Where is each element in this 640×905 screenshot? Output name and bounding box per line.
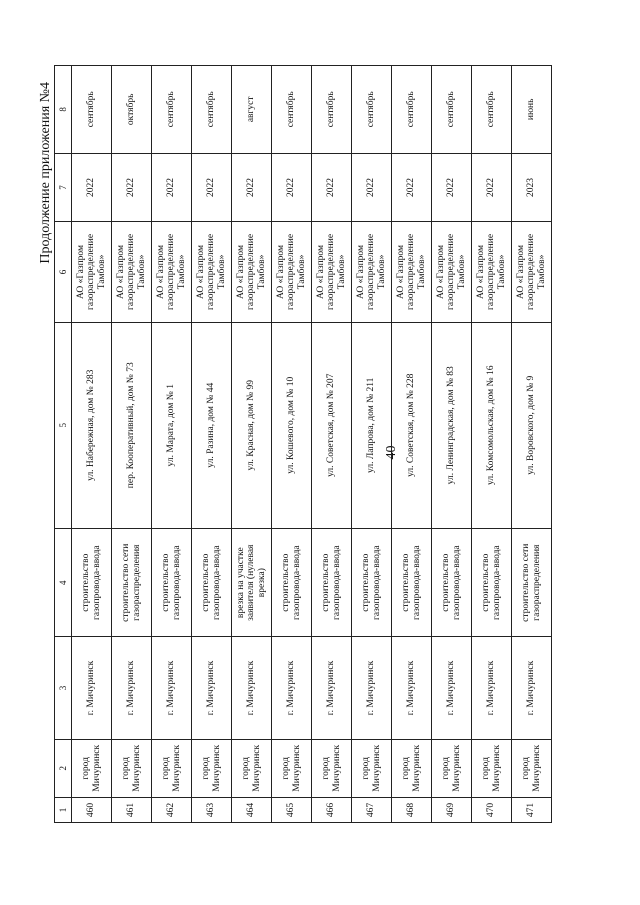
municipality-cell: город Мичуринск <box>392 739 432 797</box>
year-cell: 2022 <box>312 153 352 222</box>
row-number-cell: 469 <box>432 797 472 822</box>
settlement-cell: г. Мичуринск <box>352 637 392 739</box>
row-number-cell: 465 <box>272 797 312 822</box>
organization-cell: АО «Газпром газораспределение Тамбов» <box>312 222 352 322</box>
municipality-cell: город Мичуринск <box>472 739 512 797</box>
address-cell: ул. Набережная, дом № 283 <box>72 322 112 528</box>
year-cell: 2022 <box>192 153 232 222</box>
work-type-cell: врезка на участке заявителя (нулевая врезка) <box>232 528 272 636</box>
month-cell: сентябрь <box>472 66 512 154</box>
work-type-cell: строительство газопровода-ввода <box>72 528 112 636</box>
column-header: 1 <box>55 797 72 822</box>
row-number-cell: 466 <box>312 797 352 822</box>
table-row <box>352 66 392 823</box>
table-row <box>72 66 112 823</box>
settlement-cell: г. Мичуринск <box>512 637 552 739</box>
settlement-cell: г. Мичуринск <box>192 637 232 739</box>
organization-cell: АО «Газпром газораспределение Тамбов» <box>72 222 112 322</box>
address-cell: ул. Комсомольская, дом № 16 <box>472 322 512 528</box>
address-cell: ул. Воровского, дом № 9 <box>512 322 552 528</box>
month-cell: август <box>232 66 272 154</box>
work-type-cell: строительство сети газораспределения <box>512 528 552 636</box>
column-header: 7 <box>55 153 72 222</box>
column-header: 3 <box>55 637 72 739</box>
row-number-cell: 460 <box>72 797 112 822</box>
month-cell: сентябрь <box>392 66 432 154</box>
column-header: 8 <box>55 66 72 154</box>
settlement-cell: г. Мичуринск <box>72 637 112 739</box>
settlement-cell: г. Мичуринск <box>112 637 152 739</box>
work-type-cell: строительство газопровода-ввода <box>192 528 232 636</box>
address-cell: ул. Кошевого, дом № 10 <box>272 322 312 528</box>
data-table <box>54 65 552 823</box>
address-cell: ул. Лапрова, дом № 211 <box>352 322 392 528</box>
municipality-cell: город Мичуринск <box>232 739 272 797</box>
municipality-cell: город Мичуринск <box>192 739 232 797</box>
municipality-cell: город Мичуринск <box>272 739 312 797</box>
page-number: 40 <box>384 445 399 460</box>
organization-cell: АО «Газпром газораспределение Тамбов» <box>392 222 432 322</box>
municipality-cell: город Мичуринск <box>432 739 472 797</box>
year-cell: 2022 <box>72 153 112 222</box>
work-type-cell: строительство газопровода-ввода <box>352 528 392 636</box>
year-cell: 2022 <box>232 153 272 222</box>
row-number-cell: 470 <box>472 797 512 822</box>
municipality-cell: город Мичуринск <box>112 739 152 797</box>
month-cell: сентябрь <box>192 66 232 154</box>
settlement-cell: г. Мичуринск <box>152 637 192 739</box>
row-number-cell: 464 <box>232 797 272 822</box>
year-cell: 2022 <box>112 153 152 222</box>
year-cell: 2022 <box>472 153 512 222</box>
organization-cell: АО «Газпром газораспределение Тамбов» <box>512 222 552 322</box>
table-body <box>72 66 552 823</box>
row-number-cell: 467 <box>352 797 392 822</box>
month-cell: сентябрь <box>312 66 352 154</box>
work-type-cell: строительство газопровода-ввода <box>272 528 312 636</box>
settlement-cell: г. Мичуринск <box>432 637 472 739</box>
month-cell: сентябрь <box>352 66 392 154</box>
municipality-cell: город Мичуринск <box>312 739 352 797</box>
municipality-cell: город Мичуринск <box>352 739 392 797</box>
table-row <box>272 66 312 823</box>
organization-cell: АО «Газпром газораспределение Тамбов» <box>232 222 272 322</box>
year-cell: 2023 <box>512 153 552 222</box>
column-header: 2 <box>55 739 72 797</box>
table-row <box>392 66 432 823</box>
address-cell: ул. Разина, дом № 44 <box>192 322 232 528</box>
column-header: 5 <box>55 322 72 528</box>
table-row <box>112 66 152 823</box>
column-header: 4 <box>55 528 72 636</box>
year-cell: 2022 <box>432 153 472 222</box>
year-cell: 2022 <box>272 153 312 222</box>
address-cell: ул. Советская, дом № 228 <box>392 322 432 528</box>
organization-cell: АО «Газпром газораспределение Тамбов» <box>272 222 312 322</box>
settlement-cell: г. Мичуринск <box>312 637 352 739</box>
work-type-cell: строительство сети газораспределения <box>112 528 152 636</box>
settlement-cell: г. Мичуринск <box>272 637 312 739</box>
settlement-cell: г. Мичуринск <box>392 637 432 739</box>
work-type-cell: строительство газопровода-ввода <box>152 528 192 636</box>
organization-cell: АО «Газпром газораспределение Тамбов» <box>472 222 512 322</box>
work-type-cell: строительство газопровода-ввода <box>312 528 352 636</box>
row-number-cell: 463 <box>192 797 232 822</box>
organization-cell: АО «Газпром газораспределение Тамбов» <box>352 222 392 322</box>
municipality-cell: город Мичуринск <box>72 739 112 797</box>
month-cell: сентябрь <box>152 66 192 154</box>
municipality-cell: город Мичуринск <box>512 739 552 797</box>
organization-cell: АО «Газпром газораспределение Тамбов» <box>112 222 152 322</box>
column-header: 6 <box>55 222 72 322</box>
month-cell: октябрь <box>112 66 152 154</box>
address-cell: ул. Марата, дом № 1 <box>152 322 192 528</box>
table-row <box>312 66 352 823</box>
table-row <box>192 66 232 823</box>
month-cell: сентябрь <box>72 66 112 154</box>
year-cell: 2022 <box>352 153 392 222</box>
table-row <box>432 66 472 823</box>
table-row <box>512 66 552 823</box>
organization-cell: АО «Газпром газораспределение Тамбов» <box>192 222 232 322</box>
address-cell: ул. Советская, дом № 207 <box>312 322 352 528</box>
address-cell: ул. Красная, дом № 99 <box>232 322 272 528</box>
row-number-cell: 462 <box>152 797 192 822</box>
table-header <box>55 66 72 823</box>
work-type-cell: строительство газопровода-ввода <box>392 528 432 636</box>
month-cell: сентябрь <box>272 66 312 154</box>
settlement-cell: г. Мичуринск <box>232 637 272 739</box>
month-cell: июнь <box>512 66 552 154</box>
row-number-cell: 468 <box>392 797 432 822</box>
year-cell: 2022 <box>392 153 432 222</box>
address-cell: пер. Кооперативный, дом № 73 <box>112 322 152 528</box>
work-type-cell: строительство газопровода-ввода <box>472 528 512 636</box>
month-cell: сентябрь <box>432 66 472 154</box>
row-number-cell: 461 <box>112 797 152 822</box>
year-cell: 2022 <box>152 153 192 222</box>
address-cell: ул. Ленинградская, дом № 83 <box>432 322 472 528</box>
table-row <box>232 66 272 823</box>
organization-cell: АО «Газпром газораспределение Тамбов» <box>152 222 192 322</box>
work-type-cell: строительство газопровода-ввода <box>432 528 472 636</box>
municipality-cell: город Мичуринск <box>152 739 192 797</box>
table-row <box>152 66 192 823</box>
settlement-cell: г. Мичуринск <box>472 637 512 739</box>
table-row <box>472 66 512 823</box>
continuation-title: Продолжение приложения №4 <box>38 82 53 264</box>
organization-cell: АО «Газпром газораспределение Тамбов» <box>432 222 472 322</box>
row-number-cell: 471 <box>512 797 552 822</box>
header-row <box>55 66 72 823</box>
